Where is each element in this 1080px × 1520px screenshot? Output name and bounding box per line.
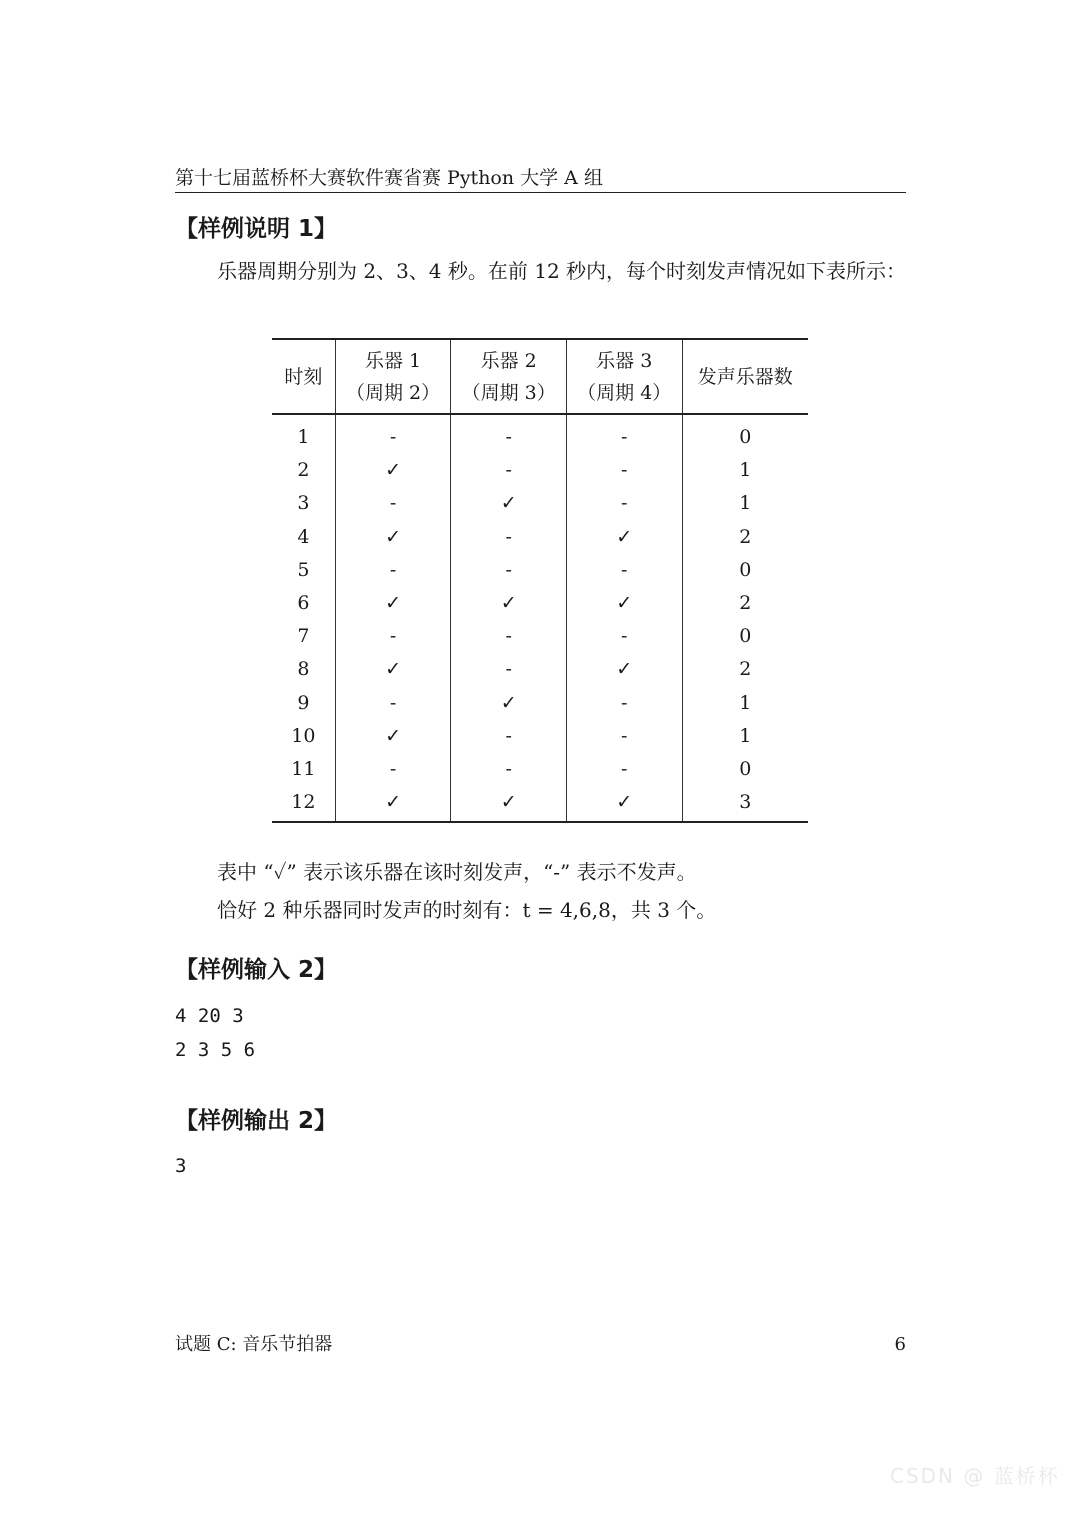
- cell-sound-count: 0: [682, 753, 808, 786]
- timing-table: [272, 338, 808, 823]
- cell-time: 7: [297, 625, 310, 648]
- cell-time: 6: [297, 592, 310, 615]
- table-row: [272, 620, 808, 653]
- cell-time: 12: [272, 786, 335, 822]
- cell-time: 9: [297, 691, 310, 714]
- cell-instrument-2: ✓: [451, 487, 567, 520]
- cell-sound-count: 0: [682, 620, 808, 653]
- cell-time: 5: [297, 558, 310, 581]
- footer-problem-title: 试题 C: 音乐节拍器: [175, 1334, 333, 1355]
- cell-instrument-2: -: [451, 554, 567, 587]
- cell-instrument-2: ✓: [451, 687, 567, 720]
- cell-instrument-2: -: [451, 653, 567, 686]
- cell-instrument-1: -: [335, 487, 451, 520]
- cell-instrument-1: ✓: [335, 653, 451, 686]
- table-row: [272, 414, 808, 454]
- cell-time: 1: [297, 426, 310, 449]
- cell-sound-count: 2: [682, 653, 808, 686]
- header-rule: [175, 192, 906, 193]
- table-legend-note: 表中 “✓” 表示该乐器在该时刻发声，“-” 表示不发声。: [217, 860, 697, 884]
- cell-sound-count: 0: [682, 554, 808, 587]
- cell-time: 8: [297, 658, 310, 681]
- header-time: 时刻: [272, 339, 335, 414]
- cell-instrument-3: -: [566, 414, 682, 454]
- cell-time: 11: [291, 757, 316, 780]
- page-number: 6: [894, 1334, 906, 1355]
- sample-input-line-2: 2 3 5 6: [175, 1039, 256, 1061]
- cell-time: 10: [291, 724, 316, 747]
- watermark: CSDN @ 蓝桥杯: [890, 1464, 1060, 1488]
- cell-instrument-3: ✓: [566, 786, 682, 822]
- cell-instrument-3: ✓: [566, 587, 682, 620]
- explanation-intro: 乐器周期分别为 2、3、4 秒。在前 12 秒内，每个时刻发声情况如下表所示：: [217, 259, 907, 283]
- cell-sound-count: 1: [682, 487, 808, 520]
- cell-instrument-3: -: [566, 687, 682, 720]
- header-instrument-2: 乐器 2 （周期 3）: [451, 339, 567, 414]
- cell-instrument-2: ✓: [451, 786, 567, 822]
- result-note: 恰好 2 种乐器同时发声的时刻有：t = 4,6,8，共 3 个。: [217, 898, 717, 922]
- cell-instrument-1: ✓: [335, 521, 451, 554]
- table-row: [272, 554, 808, 587]
- cell-instrument-3: -: [566, 620, 682, 653]
- cell-instrument-3: -: [566, 454, 682, 487]
- cell-instrument-1: ✓: [335, 786, 451, 822]
- header-instrument-1: 乐器 1 （周期 2）: [335, 339, 451, 414]
- cell-sound-count: 1: [682, 687, 808, 720]
- sample-output-2-heading: 【样例输出 2】: [175, 1108, 338, 1134]
- table-row: [272, 786, 808, 822]
- cell-instrument-3: -: [566, 487, 682, 520]
- cell-instrument-1: ✓: [335, 720, 451, 753]
- table-row: [272, 521, 808, 554]
- table-row: [272, 454, 808, 487]
- cell-instrument-2: -: [451, 454, 567, 487]
- cell-instrument-1: -: [335, 620, 451, 653]
- running-header: 第十七届蓝桥杯大赛软件赛省赛 Python 大学 A 组: [175, 167, 603, 189]
- cell-sound-count: 2: [682, 521, 808, 554]
- table-row: [272, 587, 808, 620]
- table-row: [272, 687, 808, 720]
- cell-instrument-3: ✓: [566, 653, 682, 686]
- cell-instrument-3: -: [566, 753, 682, 786]
- cell-instrument-2: -: [451, 414, 567, 454]
- cell-instrument-2: ✓: [451, 587, 567, 620]
- sample-output-line-1: 3: [175, 1155, 187, 1177]
- cell-instrument-1: -: [335, 753, 451, 786]
- table-row: [272, 720, 808, 753]
- cell-instrument-2: -: [451, 521, 567, 554]
- cell-time: 3: [297, 492, 310, 515]
- table-row: [272, 653, 808, 686]
- cell-instrument-2: -: [451, 720, 567, 753]
- table-header-row: [272, 339, 808, 414]
- cell-sound-count: 2: [682, 587, 808, 620]
- cell-instrument-2: -: [451, 753, 567, 786]
- table-row: [272, 753, 808, 786]
- cell-instrument-2: -: [451, 620, 567, 653]
- sample-input-line-1: 4 20 3: [175, 1005, 244, 1027]
- cell-sound-count: 1: [682, 720, 808, 753]
- cell-time: 4: [297, 525, 310, 548]
- cell-sound-count: 1: [682, 454, 808, 487]
- sample-input-2-heading: 【样例输入 2】: [175, 957, 338, 983]
- cell-instrument-1: -: [335, 687, 451, 720]
- sample-explanation-1-heading: 【样例说明 1】: [175, 216, 338, 242]
- header-instrument-3: 乐器 3 （周期 4）: [566, 339, 682, 414]
- header-sound-count: 发声乐器数: [682, 339, 808, 414]
- cell-instrument-3: ✓: [566, 521, 682, 554]
- cell-instrument-3: -: [566, 720, 682, 753]
- table-row: [272, 487, 808, 520]
- cell-instrument-1: -: [335, 414, 451, 454]
- cell-instrument-1: ✓: [335, 454, 451, 487]
- cell-instrument-3: -: [566, 554, 682, 587]
- cell-sound-count: 3: [682, 786, 808, 822]
- cell-time: 2: [297, 459, 310, 482]
- table-body: [272, 414, 808, 822]
- cell-sound-count: 0: [682, 414, 808, 454]
- cell-instrument-1: -: [335, 554, 451, 587]
- cell-instrument-1: ✓: [335, 587, 451, 620]
